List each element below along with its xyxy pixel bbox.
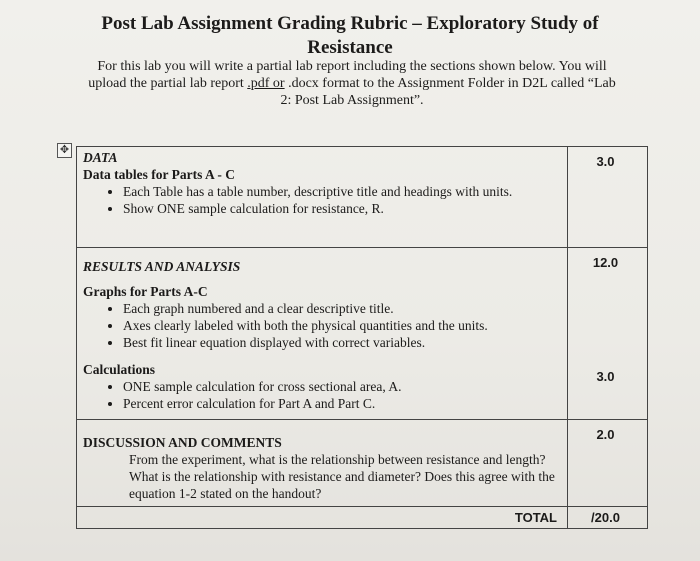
calculation-items-list xyxy=(83,378,561,412)
list-item: • Percent error calculation for Part A and Part C. xyxy=(123,395,561,412)
list-item: • ONE sample calculation for cross sectional area, A. xyxy=(123,378,561,395)
results-points: 12.0 xyxy=(592,255,619,270)
grading-rubric-table xyxy=(76,146,648,529)
graphs-heading: Graphs for Parts A-C xyxy=(83,284,208,299)
intro-paragraph xyxy=(82,58,622,109)
intro-text-part1: For this lab you will write a partial lab report including the sections shown below. You will upload the partial lab report xyxy=(88,59,607,91)
results-heading: RESULTS AND ANALYSIS xyxy=(83,259,241,274)
list-item: • Axes clearly labeled with both the physical quantities and the units. xyxy=(123,317,561,334)
page-title: Post Lab Assignment Grading Rubric – Exploratory Study of Resistance xyxy=(101,13,599,58)
list-item: • Best fit linear equation displayed with correct variables. xyxy=(123,334,561,351)
data-subheading: Data tables for Parts A - C xyxy=(83,167,235,182)
data-heading: DATA xyxy=(83,150,118,165)
calculations-heading: Calculations xyxy=(83,362,156,377)
rubric-row-discussion xyxy=(77,420,648,507)
rubric-row-total xyxy=(77,507,648,529)
discussion-points: 2.0 xyxy=(568,420,648,507)
graph-items-list xyxy=(83,300,561,351)
total-label: TOTAL xyxy=(77,507,568,529)
data-items-list xyxy=(83,183,561,217)
calculations-points: 3.0 xyxy=(596,369,615,384)
list-item: • Each Table has a table number, descriptive title and headings with units. xyxy=(123,183,561,200)
discussion-text: From the experiment, what is the relationship between resistance and length? What is the relationship with resistance and diameter? Does this agree with the equation 1-2 stated on the handout? xyxy=(129,452,555,501)
total-points: /20.0 xyxy=(568,507,648,529)
table-move-handle-icon[interactable]: ✥ xyxy=(57,143,72,158)
intro-text-part2: .docx format to the Assignment Folder in D2L called “Lab 2: Post Lab Assignment”. xyxy=(280,76,616,108)
list-item: • Each graph numbered and a clear descriptive title. xyxy=(123,300,561,317)
discussion-heading: DISCUSSION AND COMMENTS xyxy=(83,435,282,450)
rubric-row-data xyxy=(77,147,648,248)
data-points: 3.0 xyxy=(568,147,648,248)
intro-pdf-link: .pdf or xyxy=(247,76,285,91)
list-item: • Show ONE sample calculation for resistance, R. xyxy=(123,200,561,217)
rubric-row-results xyxy=(77,248,648,420)
